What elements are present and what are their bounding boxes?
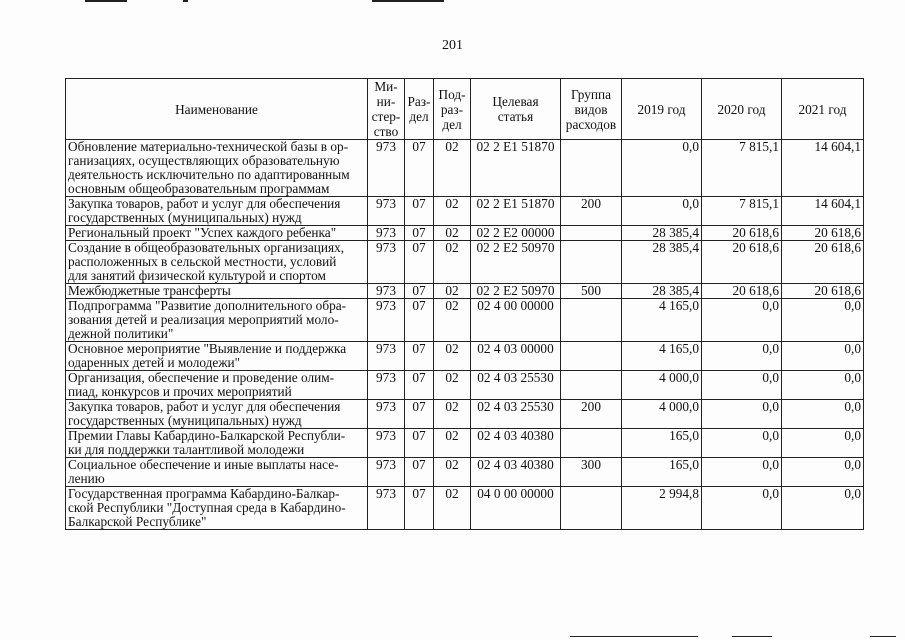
row-section: 07 (405, 458, 434, 487)
row-expense-group (561, 487, 622, 530)
row-subsection: 02 (434, 371, 471, 400)
row-section: 07 (405, 284, 434, 299)
row-target-article: 02 2 E2 50970 (471, 241, 561, 284)
row-value-2019: 4 000,0 (622, 371, 702, 400)
scan-artifact-line (732, 636, 772, 637)
row-target-article: 02 2 E2 50970 (471, 284, 561, 299)
row-value-2019: 28 385,4 (622, 241, 702, 284)
row-subsection: 02 (434, 487, 471, 530)
row-expense-group: 200 (561, 197, 622, 226)
row-value-2021: 20 618,6 (782, 241, 864, 284)
row-section: 07 (405, 487, 434, 530)
row-section: 07 (405, 299, 434, 342)
row-name: Региональный проект "Успех каждого ребенка" (66, 226, 368, 241)
table-row (66, 400, 864, 429)
header-ministry: Ми- ни- стер- ство (368, 79, 405, 140)
row-value-2021: 20 618,6 (782, 284, 864, 299)
row-target-article: 02 2 E1 51870 (471, 140, 561, 197)
header-subsection: Под- раз- дел (434, 79, 471, 140)
row-ministry: 973 (368, 342, 405, 371)
row-subsection: 02 (434, 400, 471, 429)
row-value-2020: 0,0 (702, 487, 782, 530)
row-subsection: 02 (434, 429, 471, 458)
row-value-2019: 165,0 (622, 429, 702, 458)
row-expense-group (561, 429, 622, 458)
header-target-article: Целевая статья (471, 79, 561, 140)
table-body (66, 140, 864, 530)
table-row (66, 197, 864, 226)
row-name: Закупка товаров, работ и услуг для обеспечения государственных (муниципальных) нужд (66, 400, 368, 429)
row-target-article: 02 4 03 40380 (471, 458, 561, 487)
budget-table (65, 78, 864, 530)
row-name: Государственная программа Кабардино-Балкар- ской Республики "Доступная среда в Кабардино- Балкарской Республике" (66, 487, 368, 530)
row-value-2021: 0,0 (782, 458, 864, 487)
row-value-2020: 0,0 (702, 429, 782, 458)
table-header-row (66, 79, 864, 140)
row-expense-group: 300 (561, 458, 622, 487)
row-value-2019: 28 385,4 (622, 284, 702, 299)
scan-artifact-line (183, 0, 188, 2)
header-section: Раз- дел (405, 79, 434, 140)
row-section: 07 (405, 226, 434, 241)
header-2019: 2019 год (622, 79, 702, 140)
row-value-2020: 20 618,6 (702, 226, 782, 241)
row-section: 07 (405, 429, 434, 458)
row-ministry: 973 (368, 197, 405, 226)
row-expense-group: 500 (561, 284, 622, 299)
row-value-2021: 0,0 (782, 371, 864, 400)
row-name: Организация, обеспечение и проведение олим- пиад, конкурсов и прочих мероприятий (66, 371, 368, 400)
header-2021: 2021 год (782, 79, 864, 140)
table-row (66, 299, 864, 342)
row-name: Подпрограмма "Развитие дополнительного обра- зования детей и реализация мероприятий моло- дежной политики" (66, 299, 368, 342)
row-ministry: 973 (368, 284, 405, 299)
table-row (66, 487, 864, 530)
row-section: 07 (405, 197, 434, 226)
row-value-2019: 0,0 (622, 197, 702, 226)
row-value-2020: 0,0 (702, 458, 782, 487)
row-value-2020: 0,0 (702, 342, 782, 371)
row-ministry: 973 (368, 241, 405, 284)
row-expense-group: 200 (561, 400, 622, 429)
row-expense-group (561, 226, 622, 241)
row-value-2020: 0,0 (702, 299, 782, 342)
row-subsection: 02 (434, 299, 471, 342)
table-row (66, 342, 864, 371)
row-value-2020: 20 618,6 (702, 241, 782, 284)
row-subsection: 02 (434, 226, 471, 241)
row-expense-group (561, 342, 622, 371)
row-value-2019: 165,0 (622, 458, 702, 487)
row-ministry: 973 (368, 226, 405, 241)
row-ministry: 973 (368, 458, 405, 487)
row-value-2019: 28 385,4 (622, 226, 702, 241)
table-row (66, 458, 864, 487)
row-ministry: 973 (368, 299, 405, 342)
row-section: 07 (405, 241, 434, 284)
row-value-2021: 0,0 (782, 299, 864, 342)
table-row (66, 429, 864, 458)
row-name: Закупка товаров, работ и услуг для обеспечения государственных (муниципальных) нужд (66, 197, 368, 226)
page-number: 201 (442, 38, 463, 53)
row-section: 07 (405, 400, 434, 429)
table-row (66, 140, 864, 197)
row-target-article: 04 0 00 00000 (471, 487, 561, 530)
row-value-2020: 20 618,6 (702, 284, 782, 299)
row-value-2021: 0,0 (782, 487, 864, 530)
row-expense-group (561, 241, 622, 284)
row-subsection: 02 (434, 458, 471, 487)
row-target-article: 02 4 03 25530 (471, 371, 561, 400)
row-name: Премии Главы Кабардино-Балкарской Республи- ки для поддержки талантливой молодежи (66, 429, 368, 458)
scan-artifact-line (372, 0, 444, 2)
row-value-2019: 4 000,0 (622, 400, 702, 429)
row-value-2021: 14 604,1 (782, 140, 864, 197)
header-name: Наименование (66, 79, 368, 140)
row-value-2019: 4 165,0 (622, 299, 702, 342)
row-ministry: 973 (368, 371, 405, 400)
row-value-2021: 0,0 (782, 342, 864, 371)
row-name: Межбюджетные трансферты (66, 284, 368, 299)
row-value-2020: 0,0 (702, 371, 782, 400)
table-row (66, 241, 864, 284)
table-row (66, 226, 864, 241)
row-value-2019: 0,0 (622, 140, 702, 197)
row-expense-group (561, 140, 622, 197)
scan-artifact-line (870, 636, 896, 637)
row-target-article: 02 4 00 00000 (471, 299, 561, 342)
row-value-2020: 7 815,1 (702, 140, 782, 197)
scan-artifact-line (85, 0, 127, 2)
row-section: 07 (405, 371, 434, 400)
row-target-article: 02 4 03 40380 (471, 429, 561, 458)
row-value-2021: 0,0 (782, 400, 864, 429)
row-subsection: 02 (434, 284, 471, 299)
header-expense-group: Группа видов расходов (561, 79, 622, 140)
row-value-2019: 2 994,8 (622, 487, 702, 530)
table-row (66, 371, 864, 400)
row-section: 07 (405, 342, 434, 371)
row-ministry: 973 (368, 400, 405, 429)
header-2020: 2020 год (702, 79, 782, 140)
row-target-article: 02 4 03 25530 (471, 400, 561, 429)
row-subsection: 02 (434, 197, 471, 226)
row-ministry: 973 (368, 140, 405, 197)
row-name: Социальное обеспечение и иные выплаты насе- лению (66, 458, 368, 487)
row-ministry: 973 (368, 429, 405, 458)
row-target-article: 02 2 E2 00000 (471, 226, 561, 241)
row-value-2019: 4 165,0 (622, 342, 702, 371)
row-value-2021: 0,0 (782, 429, 864, 458)
table-row (66, 284, 864, 299)
row-name: Создание в общеобразовательных организациях, расположенных в сельской местности, условий для занятий физической культурой и спортом (66, 241, 368, 284)
row-ministry: 973 (368, 487, 405, 530)
row-name: Основное мероприятие "Выявление и поддержка одаренных детей и молодежи" (66, 342, 368, 371)
row-subsection: 02 (434, 342, 471, 371)
row-name: Обновление материально-технической базы в ор- ганизациях, осуществляющих образовательную деятельность исключительно по адаптированным основным общеобразовательным программам (66, 140, 368, 197)
row-section: 07 (405, 140, 434, 197)
row-value-2020: 0,0 (702, 400, 782, 429)
row-value-2020: 7 815,1 (702, 197, 782, 226)
row-value-2021: 14 604,1 (782, 197, 864, 226)
scan-artifact-line (570, 636, 698, 637)
row-target-article: 02 2 E1 51870 (471, 197, 561, 226)
row-subsection: 02 (434, 140, 471, 197)
row-value-2021: 20 618,6 (782, 226, 864, 241)
row-subsection: 02 (434, 241, 471, 284)
row-expense-group (561, 299, 622, 342)
row-expense-group (561, 371, 622, 400)
row-target-article: 02 4 03 00000 (471, 342, 561, 371)
